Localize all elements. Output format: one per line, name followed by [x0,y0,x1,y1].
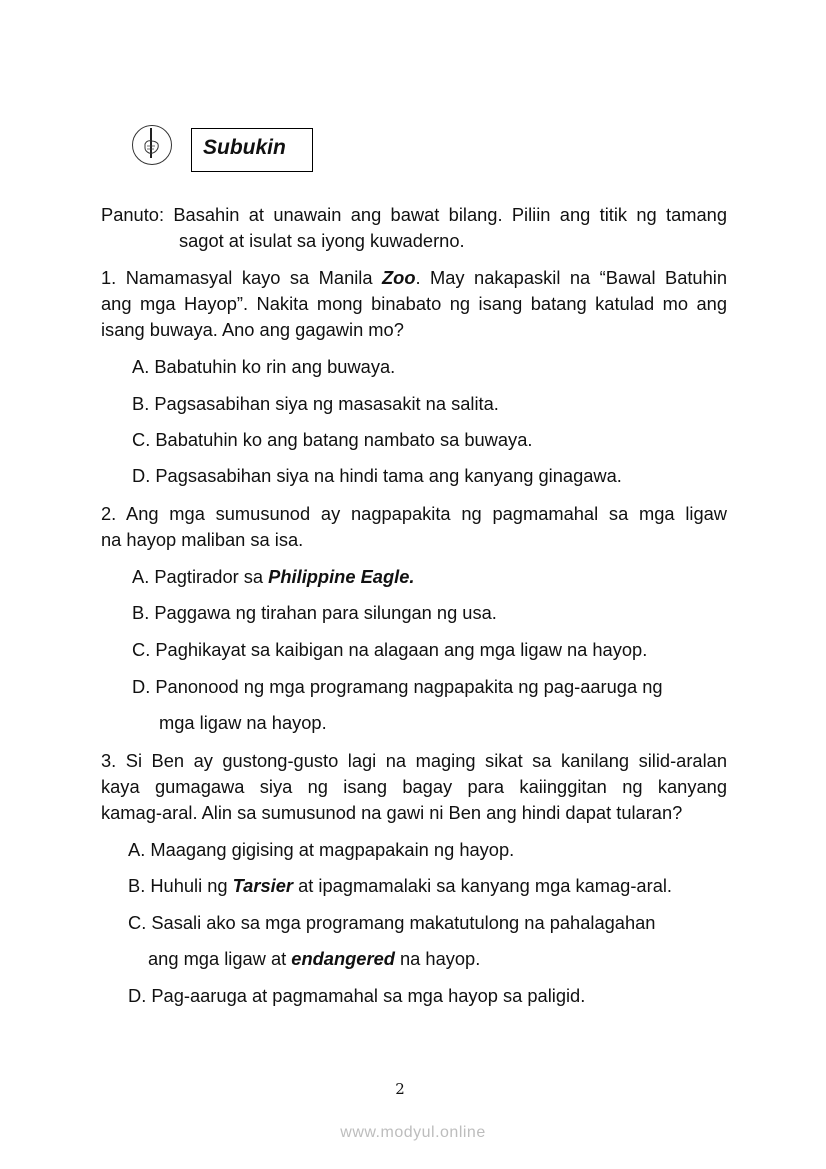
question-1-choice-c: C. Babatuhin ko ang batang nambato sa buwaya. [132,429,533,450]
text: ang mga Hayop”. Nakita mong binabato ng isang batang katulad mo ang [101,293,727,314]
text: A. Pagtirador sa [132,566,269,587]
emphasis: endangered [291,948,395,969]
hand-with-pencil-icon [131,124,173,166]
question-3-line-1 [101,750,727,772]
instructions-line-2: sagot at isulat sa iyong kuwaderno. [179,230,465,251]
text: ang mga ligaw at [148,948,292,969]
section-title-box [191,128,313,172]
question-1-line-2 [101,293,727,315]
text: kaya gumagawa siya ng isang bagay para kaiinggitan ng kanyang [101,776,727,797]
question-2-choice-d: D. Panonood ng mga programang nagpapakita ng pag-aaruga ng [132,676,663,697]
watermark: www.modyul.online [340,1124,486,1141]
section-title: Subukin [203,136,286,159]
question-1-choice-b: B. Pagsasabihan siya ng masasakit na salita. [132,393,499,414]
question-3-choice-c-cont [148,948,480,970]
question-2-choice-c: C. Paghikayat sa kaibigan na alagaan ang mga ligaw na hayop. [132,639,648,660]
text: at ipagmamalaki sa kanyang mga kamag-aral. [292,875,672,896]
text: 3. Si Ben ay gustong-gusto lagi na maging sikat sa kanilang silid-aralan [101,750,727,771]
question-3-line-3: kamag-aral. Alin sa sumusunod na gawi ni Ben ang hindi dapat tularan? [101,802,683,823]
text: 1. Namamasyal kayo sa Manila [101,267,382,288]
question-1-choice-d: D. Pagsasabihan siya na hindi tama ang kanyang ginagawa. [132,465,622,486]
question-3-choice-b [128,875,672,897]
emphasis: Zoo [381,267,416,288]
text: B. Huhuli ng [128,875,233,896]
emphasis: Philippine Eagle. [268,566,415,587]
text: na hayop. [394,948,481,969]
text: . May nakapaskil na “Bawal Batuhin [415,267,727,288]
question-2-line-2: na hayop maliban sa isa. [101,529,304,550]
text: 2. Ang mga sumusunod ay nagpapakita ng pagmamahal sa mga ligaw [101,503,727,524]
instructions-label: Panuto: [101,204,165,225]
question-2-choice-d-cont: mga ligaw na hayop. [159,712,327,733]
question-3-choice-d: D. Pag-aaruga at pagmamahal sa mga hayop sa paligid. [128,985,586,1006]
question-3-choice-c: C. Sasali ako sa mga programang makatutulong na pahalagahan [128,912,656,933]
question-3-choice-a: A. Maagang gigising at magpapakain ng hayop. [128,839,515,860]
question-2-line-1 [101,503,727,525]
emphasis: Tarsier [232,875,293,896]
page-number: 2 [395,1080,405,1098]
question-1-line-1 [101,267,727,289]
question-3-line-2 [101,776,727,798]
instructions-text: Basahin at unawain ang bawat bilang. Piliin ang titik ng tamang [173,204,727,225]
instructions-line-1 [101,204,727,226]
question-1-choice-a: A. Babatuhin ko rin ang buwaya. [132,356,396,377]
question-2-choice-a [132,566,414,588]
question-1-line-3: isang buwaya. Ano ang gagawin mo? [101,319,404,340]
question-2-choice-b: B. Paggawa ng tirahan para silungan ng usa. [132,602,497,623]
